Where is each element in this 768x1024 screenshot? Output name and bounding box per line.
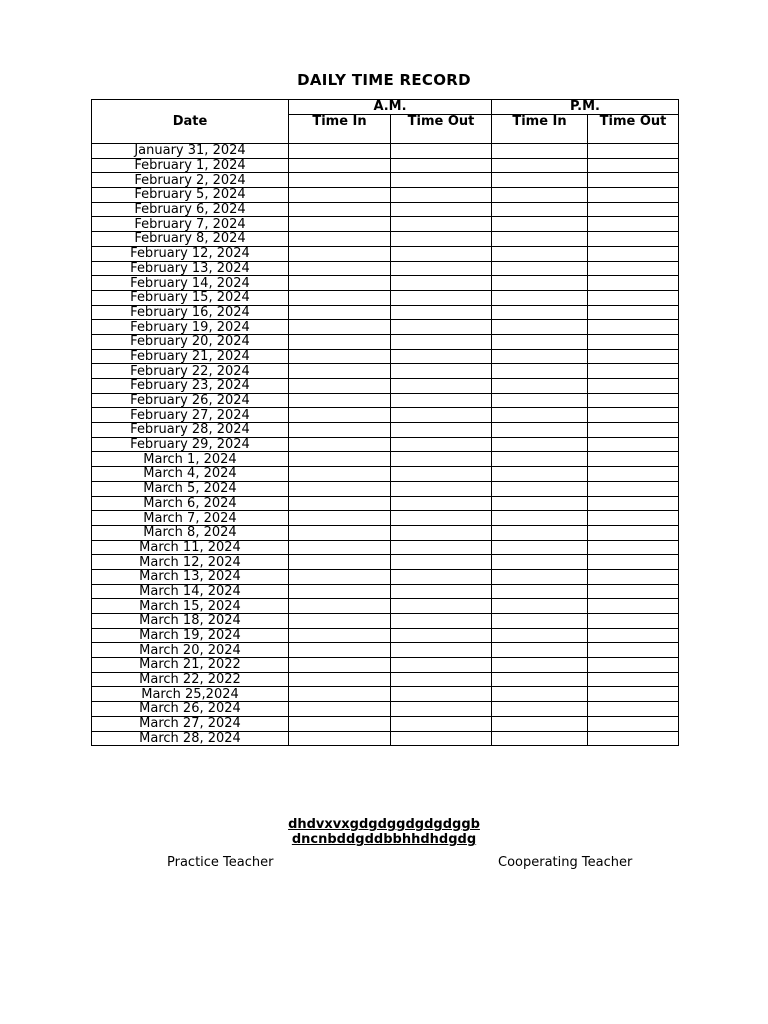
pm-time-out-cell[interactable] [588, 540, 679, 555]
am-time-out-cell[interactable] [391, 614, 492, 629]
am-time-in-cell[interactable] [289, 364, 391, 379]
practice-teacher-label: Practice Teacher [167, 855, 274, 870]
am-time-out-cell[interactable] [391, 173, 492, 188]
am-time-out-cell[interactable] [391, 423, 492, 438]
am-time-in-cell[interactable] [289, 628, 391, 643]
pm-time-out-cell[interactable] [588, 246, 679, 261]
pm-time-in-cell[interactable] [492, 276, 588, 291]
am-time-in-cell[interactable] [289, 496, 391, 511]
pm-time-out-header: Time Out [588, 115, 679, 144]
am-time-in-cell[interactable] [289, 408, 391, 423]
pm-time-out-cell[interactable] [588, 628, 679, 643]
pm-time-in-cell[interactable] [492, 246, 588, 261]
date-cell: February 6, 2024 [92, 202, 289, 217]
am-time-in-cell[interactable] [289, 144, 391, 159]
date-cell: February 15, 2024 [92, 290, 289, 305]
date-cell: January 31, 2024 [92, 144, 289, 159]
time-record-body [92, 144, 679, 746]
date-cell: March 18, 2024 [92, 614, 289, 629]
date-cell: February 14, 2024 [92, 276, 289, 291]
pm-time-out-cell[interactable] [588, 702, 679, 717]
am-header: A.M. [289, 100, 492, 115]
date-cell: February 23, 2024 [92, 379, 289, 394]
am-time-out-cell[interactable] [391, 481, 492, 496]
am-time-in-cell[interactable] [289, 320, 391, 335]
am-time-out-cell[interactable] [391, 379, 492, 394]
pm-time-in-cell[interactable] [492, 467, 588, 482]
pm-time-in-cell[interactable] [492, 232, 588, 247]
pm-time-out-cell[interactable] [588, 452, 679, 467]
am-time-out-cell[interactable] [391, 599, 492, 614]
am-time-out-cell[interactable] [391, 467, 492, 482]
table-row [92, 525, 679, 540]
table-row [92, 290, 679, 305]
date-cell: March 19, 2024 [92, 628, 289, 643]
table-row [92, 217, 679, 232]
am-time-out-cell[interactable] [391, 364, 492, 379]
am-time-out-cell[interactable] [391, 584, 492, 599]
am-time-out-cell[interactable] [391, 643, 492, 658]
pm-time-in-cell[interactable] [492, 658, 588, 673]
am-time-in-cell[interactable] [289, 290, 391, 305]
table-row [92, 702, 679, 717]
table-row [92, 393, 679, 408]
am-time-out-cell[interactable] [391, 687, 492, 702]
table-row [92, 511, 679, 526]
signature-name-line1: dhdvxvxgdgdggdgdgdggb [288, 817, 480, 832]
am-time-in-cell[interactable] [289, 716, 391, 731]
am-time-in-cell[interactable] [289, 276, 391, 291]
pm-time-in-cell[interactable] [492, 217, 588, 232]
am-time-out-cell[interactable] [391, 496, 492, 511]
pm-time-in-cell[interactable] [492, 305, 588, 320]
table-row [92, 158, 679, 173]
pm-time-out-cell[interactable] [588, 687, 679, 702]
am-time-in-cell[interactable] [289, 261, 391, 276]
pm-time-in-cell[interactable] [492, 158, 588, 173]
date-cell: February 13, 2024 [92, 261, 289, 276]
date-cell: February 5, 2024 [92, 188, 289, 203]
date-cell: March 20, 2024 [92, 643, 289, 658]
am-time-in-cell[interactable] [289, 423, 391, 438]
am-time-out-cell[interactable] [391, 158, 492, 173]
date-cell: March 14, 2024 [92, 584, 289, 599]
pm-time-in-cell[interactable] [492, 731, 588, 746]
am-time-in-cell[interactable] [289, 481, 391, 496]
am-time-in-cell[interactable] [289, 540, 391, 555]
table-row [92, 467, 679, 482]
am-time-out-cell[interactable] [391, 658, 492, 673]
am-time-out-cell[interactable] [391, 702, 492, 717]
pm-time-out-cell[interactable] [588, 217, 679, 232]
am-time-in-cell[interactable] [289, 687, 391, 702]
pm-time-out-cell[interactable] [588, 144, 679, 159]
am-time-in-cell[interactable] [289, 437, 391, 452]
am-time-out-cell[interactable] [391, 334, 492, 349]
pm-time-out-cell[interactable] [588, 261, 679, 276]
date-cell: March 27, 2024 [92, 716, 289, 731]
date-cell: March 8, 2024 [92, 525, 289, 540]
pm-time-in-cell[interactable] [492, 643, 588, 658]
time-record-table [91, 99, 679, 746]
date-cell: February 29, 2024 [92, 437, 289, 452]
am-time-out-cell[interactable] [391, 320, 492, 335]
pm-time-out-cell[interactable] [588, 349, 679, 364]
pm-time-in-cell[interactable] [492, 290, 588, 305]
pm-time-in-cell[interactable] [492, 408, 588, 423]
table-row [92, 437, 679, 452]
am-time-in-cell[interactable] [289, 305, 391, 320]
am-time-out-cell[interactable] [391, 232, 492, 247]
date-cell: February 22, 2024 [92, 364, 289, 379]
am-time-out-cell[interactable] [391, 628, 492, 643]
am-time-out-cell[interactable] [391, 731, 492, 746]
date-cell: March 25,2024 [92, 687, 289, 702]
signature-name-line2: dncnbddgddbbhhdhdgdg [291, 832, 477, 847]
am-time-in-cell[interactable] [289, 702, 391, 717]
table-row [92, 379, 679, 394]
table-row [92, 202, 679, 217]
am-time-in-cell[interactable] [289, 349, 391, 364]
pm-time-in-cell[interactable] [492, 452, 588, 467]
am-time-out-cell[interactable] [391, 511, 492, 526]
pm-time-in-cell[interactable] [492, 540, 588, 555]
table-row [92, 687, 679, 702]
pm-time-in-cell[interactable] [492, 555, 588, 570]
date-cell: March 28, 2024 [92, 731, 289, 746]
pm-time-in-header: Time In [492, 115, 588, 144]
am-time-out-cell[interactable] [391, 569, 492, 584]
date-cell: March 26, 2024 [92, 702, 289, 717]
date-cell: March 1, 2024 [92, 452, 289, 467]
am-time-in-cell[interactable] [289, 379, 391, 394]
am-time-in-cell[interactable] [289, 643, 391, 658]
pm-time-out-cell[interactable] [588, 232, 679, 247]
table-row [92, 173, 679, 188]
table-row [92, 731, 679, 746]
pm-time-in-cell[interactable] [492, 364, 588, 379]
am-time-out-cell[interactable] [391, 246, 492, 261]
pm-time-out-cell[interactable] [588, 393, 679, 408]
am-time-in-cell[interactable] [289, 525, 391, 540]
date-cell: March 4, 2024 [92, 467, 289, 482]
am-time-in-cell[interactable] [289, 555, 391, 570]
am-time-in-header: Time In [289, 115, 391, 144]
am-time-in-cell[interactable] [289, 511, 391, 526]
cooperating-teacher-label: Cooperating Teacher [498, 855, 633, 870]
pm-time-in-cell[interactable] [492, 687, 588, 702]
pm-time-in-cell[interactable] [492, 672, 588, 687]
am-time-out-cell[interactable] [391, 540, 492, 555]
table-row [92, 246, 679, 261]
pm-time-out-cell[interactable] [588, 555, 679, 570]
date-cell: March 15, 2024 [92, 599, 289, 614]
am-time-out-cell[interactable] [391, 525, 492, 540]
table-row [92, 716, 679, 731]
pm-time-in-cell[interactable] [492, 481, 588, 496]
table-row [92, 144, 679, 159]
am-time-in-cell[interactable] [289, 217, 391, 232]
pm-time-out-cell[interactable] [588, 525, 679, 540]
pm-time-out-cell[interactable] [588, 320, 679, 335]
pm-time-in-cell[interactable] [492, 334, 588, 349]
am-time-in-cell[interactable] [289, 452, 391, 467]
date-cell: March 11, 2024 [92, 540, 289, 555]
am-time-out-cell[interactable] [391, 393, 492, 408]
date-cell: March 7, 2024 [92, 511, 289, 526]
pm-time-out-cell[interactable] [588, 408, 679, 423]
date-cell: March 6, 2024 [92, 496, 289, 511]
pm-time-in-cell[interactable] [492, 144, 588, 159]
pm-time-out-cell[interactable] [588, 599, 679, 614]
am-time-out-cell[interactable] [391, 672, 492, 687]
date-cell: February 12, 2024 [92, 246, 289, 261]
pm-time-out-cell[interactable] [588, 423, 679, 438]
table-row [92, 305, 679, 320]
date-cell: March 21, 2022 [92, 658, 289, 673]
am-time-out-header: Time Out [391, 115, 492, 144]
pm-time-out-cell[interactable] [588, 481, 679, 496]
pm-time-out-cell[interactable] [588, 496, 679, 511]
date-column-header: Date [92, 100, 289, 144]
date-cell: February 16, 2024 [92, 305, 289, 320]
pm-time-in-cell[interactable] [492, 569, 588, 584]
am-time-out-cell[interactable] [391, 716, 492, 731]
pm-time-in-cell[interactable] [492, 702, 588, 717]
date-cell: February 28, 2024 [92, 423, 289, 438]
pm-time-out-cell[interactable] [588, 158, 679, 173]
am-time-in-cell[interactable] [289, 731, 391, 746]
table-row [92, 423, 679, 438]
am-time-in-cell[interactable] [289, 188, 391, 203]
am-time-in-cell[interactable] [289, 672, 391, 687]
table-row [92, 232, 679, 247]
pm-time-out-cell[interactable] [588, 202, 679, 217]
pm-time-out-cell[interactable] [588, 305, 679, 320]
pm-time-out-cell[interactable] [588, 614, 679, 629]
am-time-in-cell[interactable] [289, 467, 391, 482]
date-cell: February 27, 2024 [92, 408, 289, 423]
am-time-out-cell[interactable] [391, 144, 492, 159]
pm-time-in-cell[interactable] [492, 716, 588, 731]
table-row [92, 334, 679, 349]
pm-time-in-cell[interactable] [492, 525, 588, 540]
am-time-in-cell[interactable] [289, 158, 391, 173]
am-time-in-cell[interactable] [289, 614, 391, 629]
pm-time-out-cell[interactable] [588, 716, 679, 731]
pm-time-in-cell[interactable] [492, 349, 588, 364]
pm-time-in-cell[interactable] [492, 423, 588, 438]
pm-time-in-cell[interactable] [492, 202, 588, 217]
table-row [92, 408, 679, 423]
table-row [92, 349, 679, 364]
pm-time-in-cell[interactable] [492, 437, 588, 452]
pm-time-in-cell[interactable] [492, 173, 588, 188]
am-time-out-cell[interactable] [391, 408, 492, 423]
am-time-out-cell[interactable] [391, 202, 492, 217]
table-row [92, 452, 679, 467]
pm-time-out-cell[interactable] [588, 569, 679, 584]
date-cell: March 12, 2024 [92, 555, 289, 570]
am-time-out-cell[interactable] [391, 437, 492, 452]
pm-time-out-cell[interactable] [588, 334, 679, 349]
table-row [92, 188, 679, 203]
table-row [92, 496, 679, 511]
am-time-in-cell[interactable] [289, 658, 391, 673]
am-time-in-cell[interactable] [289, 584, 391, 599]
pm-time-in-cell[interactable] [492, 599, 588, 614]
table-row [92, 658, 679, 673]
pm-header: P.M. [492, 100, 679, 115]
pm-time-out-cell[interactable] [588, 511, 679, 526]
table-row [92, 276, 679, 291]
am-time-in-cell[interactable] [289, 334, 391, 349]
date-cell: February 21, 2024 [92, 349, 289, 364]
am-time-out-cell[interactable] [391, 276, 492, 291]
pm-time-out-cell[interactable] [588, 731, 679, 746]
date-cell: February 26, 2024 [92, 393, 289, 408]
pm-time-in-cell[interactable] [492, 261, 588, 276]
am-time-out-cell[interactable] [391, 290, 492, 305]
pm-time-in-cell[interactable] [492, 188, 588, 203]
am-time-in-cell[interactable] [289, 393, 391, 408]
am-time-in-cell[interactable] [289, 246, 391, 261]
am-time-in-cell[interactable] [289, 599, 391, 614]
pm-time-out-cell[interactable] [588, 379, 679, 394]
pm-time-out-cell[interactable] [588, 437, 679, 452]
document-title: DAILY TIME RECORD [297, 71, 471, 89]
pm-time-in-cell[interactable] [492, 614, 588, 629]
pm-time-in-cell[interactable] [492, 496, 588, 511]
pm-time-out-cell[interactable] [588, 276, 679, 291]
date-cell: March 22, 2022 [92, 672, 289, 687]
date-cell: February 2, 2024 [92, 173, 289, 188]
am-time-in-cell[interactable] [289, 569, 391, 584]
am-time-out-cell[interactable] [391, 452, 492, 467]
am-time-out-cell[interactable] [391, 305, 492, 320]
pm-time-out-cell[interactable] [588, 584, 679, 599]
date-cell: February 8, 2024 [92, 232, 289, 247]
table-row [92, 584, 679, 599]
table-row [92, 569, 679, 584]
pm-time-in-cell[interactable] [492, 628, 588, 643]
date-cell: February 1, 2024 [92, 158, 289, 173]
am-time-in-cell[interactable] [289, 202, 391, 217]
table-row [92, 555, 679, 570]
pm-time-in-cell[interactable] [492, 393, 588, 408]
date-cell: March 5, 2024 [92, 481, 289, 496]
table-row [92, 364, 679, 379]
table-row [92, 481, 679, 496]
table-row [92, 599, 679, 614]
pm-time-in-cell[interactable] [492, 379, 588, 394]
am-time-out-cell[interactable] [391, 188, 492, 203]
pm-time-in-cell[interactable] [492, 584, 588, 599]
am-time-in-cell[interactable] [289, 173, 391, 188]
date-cell: February 19, 2024 [92, 320, 289, 335]
table-row [92, 643, 679, 658]
pm-time-out-cell[interactable] [588, 188, 679, 203]
table-row [92, 540, 679, 555]
am-time-in-cell[interactable] [289, 232, 391, 247]
pm-time-in-cell[interactable] [492, 511, 588, 526]
pm-time-out-cell[interactable] [588, 173, 679, 188]
date-cell: February 7, 2024 [92, 217, 289, 232]
am-time-out-cell[interactable] [391, 217, 492, 232]
pm-time-out-cell[interactable] [588, 643, 679, 658]
table-row [92, 614, 679, 629]
pm-time-out-cell[interactable] [588, 658, 679, 673]
pm-time-out-cell[interactable] [588, 364, 679, 379]
table-row [92, 672, 679, 687]
am-time-out-cell[interactable] [391, 555, 492, 570]
pm-time-out-cell[interactable] [588, 467, 679, 482]
date-cell: March 13, 2024 [92, 569, 289, 584]
table-row [92, 261, 679, 276]
date-cell: February 20, 2024 [92, 334, 289, 349]
am-time-out-cell[interactable] [391, 349, 492, 364]
am-time-out-cell[interactable] [391, 261, 492, 276]
table-row [92, 628, 679, 643]
pm-time-in-cell[interactable] [492, 320, 588, 335]
pm-time-out-cell[interactable] [588, 290, 679, 305]
table-row [92, 320, 679, 335]
pm-time-out-cell[interactable] [588, 672, 679, 687]
